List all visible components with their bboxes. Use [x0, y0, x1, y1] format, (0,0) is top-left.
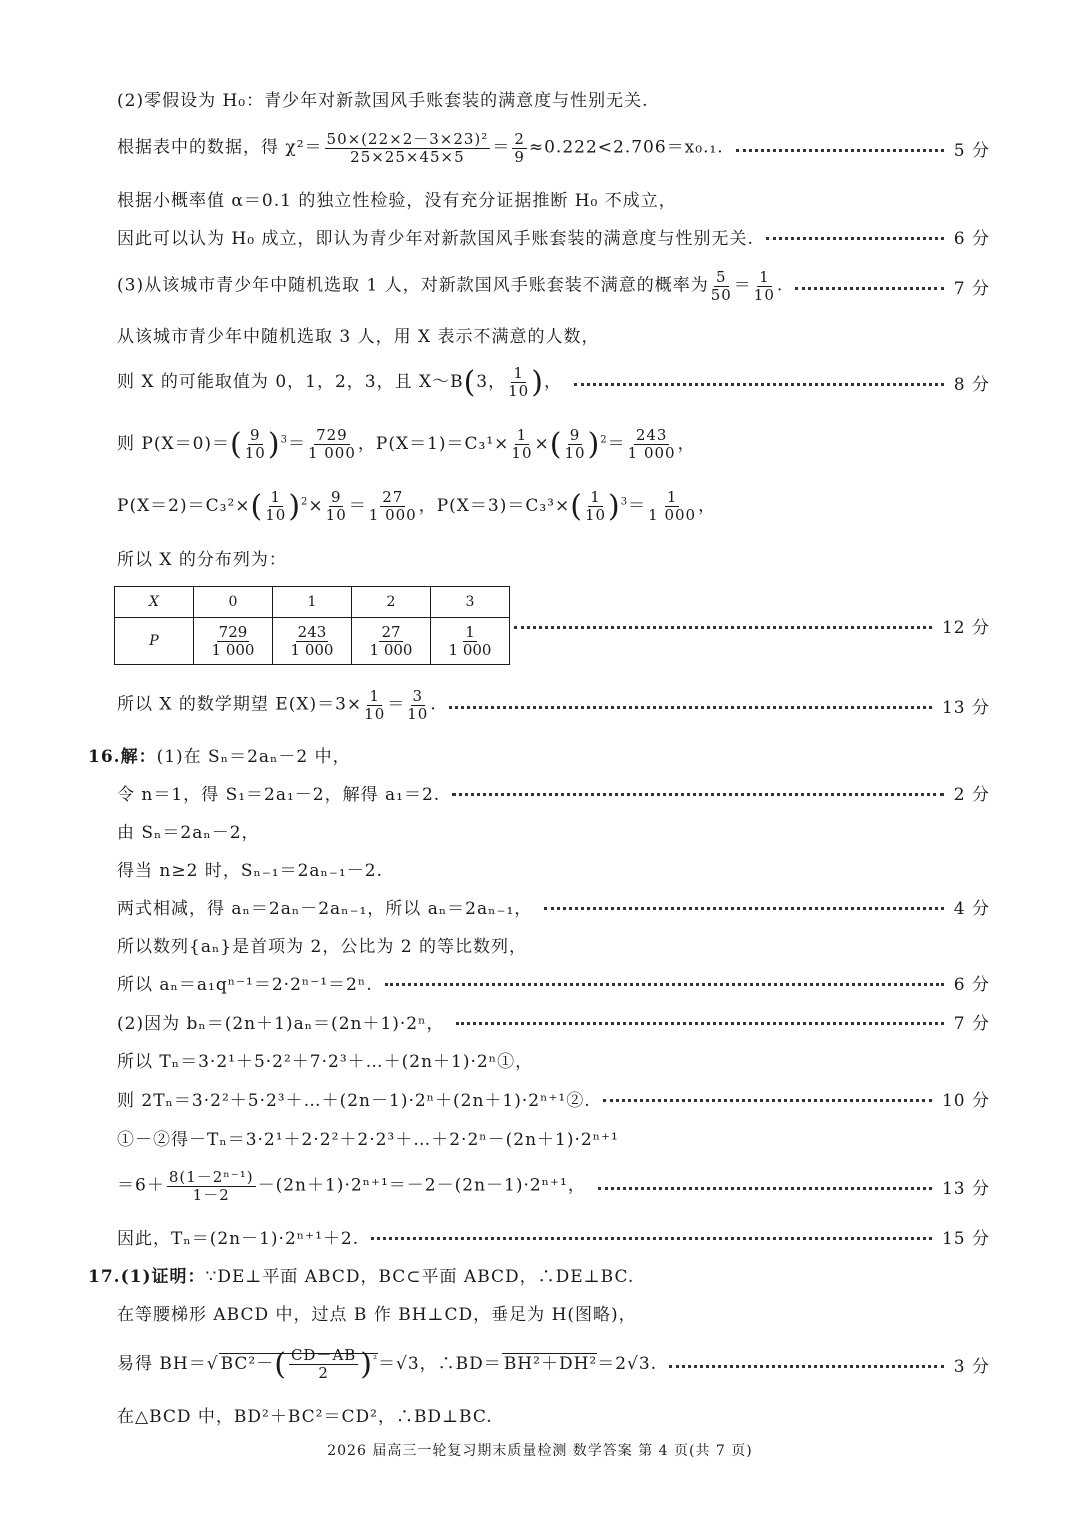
line	[117, 486, 990, 526]
fraction	[364, 688, 385, 722]
text: ×	[534, 433, 550, 454]
line	[117, 424, 990, 464]
text: ＝	[492, 137, 511, 158]
text: (2)零假设为 H₀：青少年对新款国风手账套装的满意度与性别无关.	[117, 90, 649, 111]
numerator: 243	[297, 623, 327, 641]
sum-line	[117, 1169, 586, 1203]
fraction	[308, 427, 356, 461]
score: 15 分	[941, 1228, 990, 1249]
denominator: 50	[710, 285, 732, 304]
numerator: 8(1－2ⁿ⁻¹)	[168, 1168, 254, 1186]
text: －(2n＋1)·2ⁿ⁺¹＝－2－(2n－1)·2ⁿ⁺¹，	[257, 1175, 586, 1196]
text: ，P(X＝3)＝C₃³×	[418, 495, 571, 516]
text: ，	[677, 433, 696, 454]
p2-p3-line	[117, 489, 716, 524]
score: 3 分	[953, 1356, 990, 1377]
text: ＝√3，∴BD＝	[378, 1353, 502, 1374]
numerator: 1	[759, 268, 770, 286]
fraction	[369, 489, 417, 523]
line	[117, 314, 990, 354]
paren: (	[549, 426, 563, 462]
text: ①－②得－Tₙ＝3·2¹＋2·2²＋2·2³＋…＋2·2ⁿ－(2n＋1)·2ⁿ⁺¹	[117, 1129, 619, 1150]
paren: )	[587, 426, 601, 462]
text: 所以 X 的分布列为：	[117, 549, 287, 570]
numerator: 1	[513, 364, 524, 382]
text: (3)从该城市青少年中随机选取 1 人，对新款国风手账套装不满意的概率为	[117, 275, 709, 296]
denominator: 1 000	[290, 640, 334, 659]
paren: )	[360, 1346, 374, 1382]
question-label: 16.解：	[88, 746, 157, 767]
dot-leader	[795, 287, 943, 290]
line	[117, 1039, 990, 1079]
denominator: 1 000	[648, 505, 697, 524]
dot-leader	[514, 626, 932, 629]
text: 所以数列{aₙ}是首项为 2，公比为 2 的等比数列，	[117, 936, 527, 957]
line	[514, 605, 990, 645]
probability-line	[117, 269, 783, 303]
line	[117, 78, 990, 118]
numerator: 1	[590, 488, 601, 506]
dot-leader	[574, 383, 944, 386]
text: ＝	[348, 495, 367, 516]
denominator: 10	[265, 505, 287, 524]
table-cell: 0	[194, 587, 273, 618]
paren: (	[250, 488, 264, 524]
numerator: 5	[715, 268, 727, 286]
fraction	[449, 624, 492, 658]
paren: (	[570, 488, 583, 524]
numerator: 1	[270, 488, 282, 506]
question-label: 17.(1)证明：	[88, 1266, 206, 1287]
exponent: 3	[280, 433, 288, 445]
paren: )	[531, 364, 544, 400]
text: 在△BCD 中，BD²＋BC²＝CD²，∴BD⊥BC.	[117, 1406, 493, 1427]
fraction	[289, 1347, 358, 1381]
exponent: 2	[600, 433, 608, 445]
text: ，	[698, 495, 717, 516]
fraction	[585, 489, 606, 523]
line	[117, 362, 990, 402]
text: .	[776, 275, 784, 296]
fraction	[370, 624, 413, 658]
text: 则 X 的可能取值为 0，1，2，3，且 X～B	[117, 371, 464, 392]
score: 13 分	[941, 1178, 990, 1199]
numerator: 27	[382, 488, 404, 506]
line	[117, 924, 990, 964]
numerator: 9	[250, 426, 261, 444]
table-cell	[431, 618, 510, 665]
text: ×	[308, 495, 324, 516]
dot-leader	[371, 1237, 932, 1240]
fraction	[511, 427, 532, 461]
text: ＝	[387, 694, 406, 715]
denominator: 10	[584, 505, 607, 524]
denominator: 25×25×45×5	[350, 147, 465, 166]
text: ，P(X＝1)＝C₃¹×	[357, 433, 510, 454]
line	[117, 1394, 990, 1434]
dot-leader	[449, 706, 932, 709]
exponent: 2	[301, 495, 309, 507]
text: P(X＝2)＝C₃²×	[117, 495, 251, 516]
line	[117, 886, 990, 926]
fraction	[512, 131, 527, 165]
text: 3，	[476, 371, 507, 392]
numerator: 9	[569, 426, 581, 444]
denominator: 10	[564, 443, 586, 462]
text: 所以 aₙ＝a₁qⁿ⁻¹＝2·2ⁿ⁻¹＝2ⁿ.	[117, 974, 373, 995]
fraction	[564, 427, 585, 461]
denominator: 10	[508, 381, 530, 400]
table-cell	[273, 618, 352, 665]
score: 10 分	[941, 1090, 990, 1111]
denominator: 9	[514, 147, 525, 166]
text: 得当 n≥2 时，Sₙ₋₁＝2aₙ₋₁－2.	[117, 860, 383, 881]
binomial-line	[117, 365, 562, 400]
numerator: 2	[514, 130, 525, 148]
line	[117, 848, 990, 888]
fraction	[326, 489, 347, 523]
line	[117, 178, 990, 218]
line	[117, 1001, 990, 1041]
text: 则 2Tₙ＝3·2²＋5·2³＋…＋(2n－1)·2ⁿ＋(2n＋1)·2ⁿ⁺¹②.	[117, 1090, 591, 1111]
denominator: 2	[318, 1363, 329, 1382]
page-footer: 2026 届高三一轮复习期末质量检测 数学答案 第 4 页(共 7 页)	[327, 1443, 753, 1459]
numerator: CD－AB	[290, 1346, 357, 1364]
score: 6 分	[953, 228, 990, 249]
text: BC²－	[220, 1353, 275, 1374]
paren: (	[463, 364, 477, 400]
text: 从该城市青少年中随机选取 3 人，用 X 表示不满意的人数，	[117, 326, 600, 347]
numerator: 1	[516, 426, 528, 444]
numerator: 3	[412, 687, 424, 705]
score: 5 分	[953, 140, 990, 161]
radicand	[219, 1346, 379, 1382]
p0-p1-line	[117, 427, 696, 462]
score: 2 分	[953, 784, 990, 805]
line	[117, 1292, 990, 1332]
line	[117, 1117, 990, 1157]
text: 则 P(X＝0)＝	[117, 433, 231, 454]
line	[117, 1078, 990, 1118]
denominator: 1 000	[307, 443, 356, 462]
score: 12 分	[941, 617, 990, 638]
table-cell: X	[115, 587, 194, 618]
text: 因此，Tₙ＝(2n－1)·2ⁿ⁺¹＋2.	[117, 1228, 360, 1249]
line	[117, 962, 990, 1002]
text: ＝2√3.	[597, 1353, 658, 1374]
text: ＝6＋	[117, 1175, 165, 1196]
text: (1)在 Sₙ＝2aₙ－2 中，	[156, 746, 351, 767]
denominator: 10	[325, 505, 347, 524]
score: 4 分	[953, 898, 990, 919]
fraction	[508, 365, 529, 399]
fraction	[754, 269, 775, 303]
denominator: 10	[753, 285, 775, 304]
numerator: 50×(22×2－3×23)²	[326, 130, 489, 148]
text: 易得 BH＝	[117, 1353, 207, 1374]
score: 13 分	[941, 697, 990, 718]
text: 在等腰梯形 ABCD 中，过点 B 作 BH⊥CD，垂足为 H(图略)，	[117, 1304, 637, 1325]
dot-leader	[385, 983, 944, 986]
paren: (	[230, 426, 243, 462]
distribution-table	[114, 586, 510, 665]
fraction	[407, 688, 428, 722]
text: ≈0.222<2.706＝x₀.₁.	[528, 137, 724, 158]
denominator: 10	[407, 704, 429, 723]
fraction	[212, 624, 255, 658]
bh-line	[117, 1347, 657, 1382]
table-cell	[352, 618, 431, 665]
text: ＝	[733, 275, 752, 296]
numerator: 729	[218, 623, 248, 641]
text: 由 Sₙ＝2aₙ－2，	[117, 822, 260, 843]
numerator: 1	[666, 488, 678, 506]
fraction	[648, 489, 696, 523]
paren: (	[274, 1346, 287, 1382]
text: 所以 X 的数学期望 E(X)＝3×	[117, 694, 363, 715]
denominator: 10	[364, 704, 386, 723]
text: ＝	[287, 433, 306, 454]
text: ＝	[628, 495, 647, 516]
table-cell: 2	[352, 587, 431, 618]
expectation-line	[117, 688, 437, 722]
text: .	[430, 694, 437, 715]
denominator: 1 000	[369, 640, 413, 659]
text: 两式相减，得 aₙ＝2aₙ－2aₙ₋₁，所以 aₙ＝2aₙ₋₁，	[117, 898, 533, 919]
sqrt-sign: √	[206, 1353, 219, 1374]
line	[88, 734, 990, 774]
dot-leader	[603, 1099, 932, 1102]
table-cell: P	[115, 618, 194, 665]
fraction	[291, 624, 334, 658]
denominator: 1－2	[192, 1185, 230, 1204]
dot-leader	[669, 1365, 944, 1368]
numerator: 27	[381, 623, 401, 641]
text: 令 n＝1，得 S₁＝2a₁－2，解得 a₁＝2.	[117, 784, 441, 805]
dot-leader	[736, 149, 944, 152]
text: 根据小概率值 α＝0.1 的独立性检验，没有充分证据推断 H₀ 不成立，	[117, 190, 677, 211]
denominator: 1 000	[368, 505, 417, 524]
numerator: 243	[635, 426, 668, 444]
line	[117, 1344, 990, 1384]
table-header-row	[115, 587, 510, 618]
fraction	[325, 131, 491, 165]
line	[117, 1216, 990, 1256]
text: (2)因为 bₙ＝(2n＋1)aₙ＝(2n＋1)·2ⁿ，	[117, 1013, 445, 1034]
fraction	[265, 489, 286, 523]
score: 8 分	[953, 374, 990, 395]
chi-square-line	[117, 131, 724, 165]
line	[117, 537, 990, 577]
line	[117, 685, 990, 725]
denominator: 10	[244, 443, 266, 462]
radicand: BH²＋DH²	[503, 1353, 598, 1374]
text: 所以 Tₙ＝3·2¹＋5·2²＋7·2³＋…＋(2n＋1)·2ⁿ①，	[117, 1051, 534, 1072]
table-cell: 1	[273, 587, 352, 618]
score: 7 分	[953, 1013, 990, 1034]
text: ∵DE⊥平面 ABCD，BC⊂平面 ABCD，∴DE⊥BC.	[205, 1266, 635, 1287]
line	[117, 772, 990, 812]
paren: )	[267, 426, 281, 462]
exponent: ²	[373, 1353, 379, 1365]
table-row	[115, 618, 510, 665]
text: 因此可以认为 H₀ 成立，即认为青少年对新款国风手账套装的满意度与性别无关.	[117, 228, 754, 249]
table-cell: 3	[431, 587, 510, 618]
fraction	[245, 427, 266, 461]
dot-leader	[598, 1187, 932, 1190]
numerator: 1	[465, 623, 475, 641]
denominator: 1 000	[448, 640, 492, 659]
line	[88, 1254, 990, 1294]
score: 7 分	[953, 278, 990, 299]
text: ，	[543, 371, 562, 392]
numerator: 729	[316, 426, 348, 444]
numerator: 9	[330, 488, 342, 506]
fraction	[167, 1169, 256, 1203]
line	[117, 810, 990, 850]
denominator: 1 000	[627, 443, 676, 462]
denominator: 10	[511, 443, 533, 462]
fraction	[711, 269, 732, 303]
exponent: 3	[620, 495, 629, 507]
dot-leader	[452, 793, 944, 796]
text: 根据表中的数据，得 χ²＝	[117, 137, 323, 158]
score: 6 分	[953, 974, 990, 995]
dot-leader	[456, 1022, 943, 1025]
line	[117, 216, 990, 256]
table-cell	[194, 618, 273, 665]
dot-leader	[766, 237, 944, 240]
line	[117, 128, 990, 168]
paren: )	[608, 488, 621, 524]
numerator: 1	[369, 687, 380, 705]
fraction	[628, 427, 676, 461]
dot-leader	[544, 907, 943, 910]
denominator: 1 000	[211, 640, 255, 659]
line	[117, 266, 990, 306]
text: ＝	[607, 433, 626, 454]
line	[117, 1166, 990, 1206]
paren: )	[288, 488, 302, 524]
